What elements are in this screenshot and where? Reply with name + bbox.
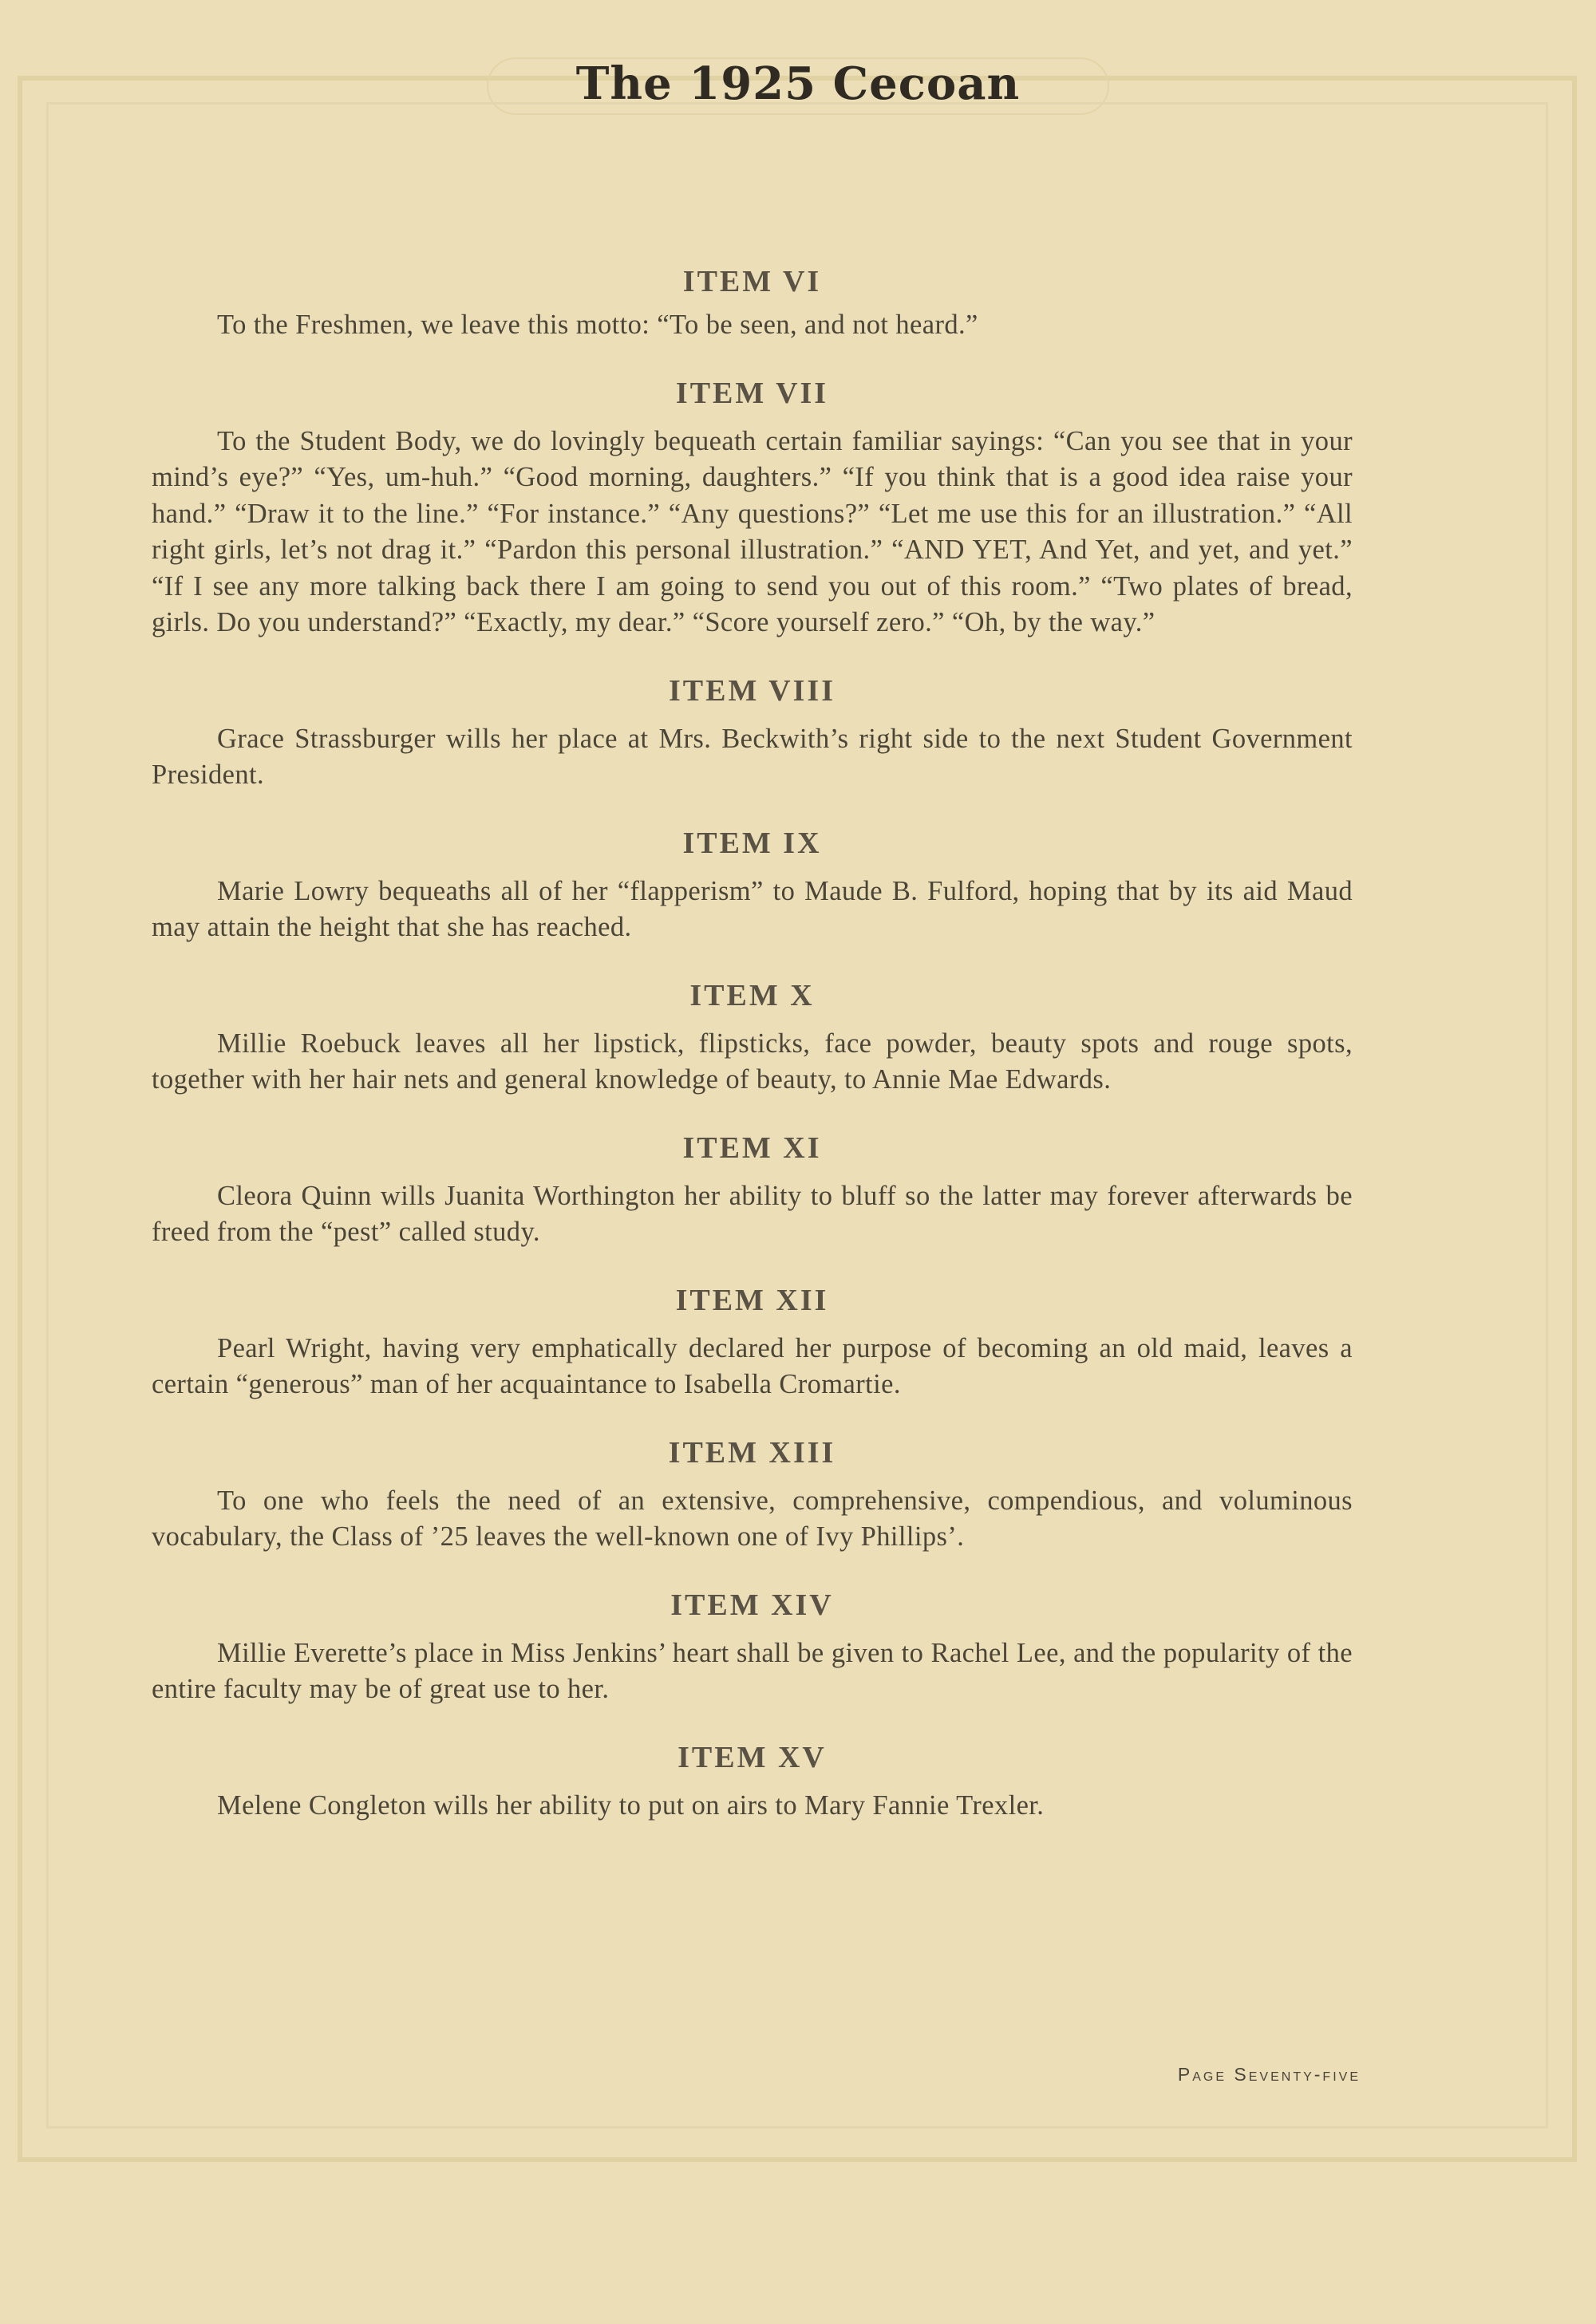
item-heading: ITEM XIV	[670, 1588, 834, 1622]
item-section	[152, 259, 1353, 344]
item-heading: ITEM XII	[675, 1283, 829, 1317]
item-text: Grace Strassburger wills her place at Mrs. Beckwith’s right side to the next Student Government President.	[152, 723, 1353, 790]
item-section	[152, 669, 1353, 794]
item-section	[152, 1583, 1353, 1708]
item-text: Marie Lowry bequeaths all of her “flapperism” to Maude B. Fulford, hoping that by its aid Maud may attain the height that she has reached.	[152, 875, 1353, 942]
item-text: Melene Congleton wills her ability to put on airs to Mary Fannie Trexler.	[217, 1789, 1045, 1821]
item-section	[152, 1278, 1353, 1403]
item-section	[152, 821, 1353, 946]
page-number: Page Seventy-five	[1177, 2064, 1361, 2085]
item-heading: ITEM XIII	[668, 1435, 836, 1470]
item-section	[152, 1430, 1353, 1556]
item-heading: ITEM VIII	[669, 673, 836, 708]
item-text: To the Freshmen, we leave this motto: “To be seen, and not heard.”	[217, 310, 978, 340]
item-section	[152, 973, 1353, 1099]
item-text: To the Student Body, we do lovingly bequeath certain familiar sayings: “Can you see that in your mind’s eye?” “Yes, um-huh.” “Good morning, daughters.” “If you think that is a good idea raise your hand.” “Draw it to the line.” “For instance.” “Any questions?” “Let me use this for an illustration.” “All right girls, let’s not drag it.” “Pardon this personal illustration.” “AND YET, And Yet, and yet, and yet.” “If I see any more talking back there I am going to send you out of this room.” “Two plates of bread, girls. Do you understand?” “Exactly, my dear.” “Score yourself zero.” “Oh, by the way.”	[152, 425, 1353, 637]
item-text: Cleora Quinn wills Juanita Worthington her ability to bluff so the latter may forever afterwards be freed from the “pest” called study.	[152, 1180, 1353, 1247]
item-heading: ITEM X	[689, 978, 815, 1012]
item-heading: ITEM XV	[678, 1740, 827, 1774]
item-text: Millie Everette’s place in Miss Jenkins’ heart shall be given to Rachel Lee, and the popularity of the entire faculty may be of great use to her.	[152, 1637, 1353, 1704]
item-section	[152, 1735, 1353, 1825]
item-heading: ITEM VI	[682, 265, 822, 298]
item-heading: ITEM XI	[682, 1130, 822, 1165]
item-text: Pearl Wright, having very emphatically declared her purpose of becoming an old maid, leaves a certain “generous” man of her acquaintance to Isabella Cromartie.	[152, 1332, 1353, 1399]
will-items	[152, 259, 1353, 1851]
item-heading: ITEM IX	[682, 826, 822, 860]
item-section	[152, 371, 1353, 641]
item-section	[152, 1126, 1353, 1251]
item-heading: ITEM VII	[675, 376, 829, 410]
item-text: Millie Roebuck leaves all her lipstick, flipsticks, face powder, beauty spots and rouge spots, together with her hair nets and general knowledge of beauty, to Annie Mae Edwards.	[152, 1028, 1353, 1095]
item-text: To one who feels the need of an extensive, comprehensive, compendious, and voluminous vocabulary, the Class of ’25 leaves the well-known one of Ivy Phillips’.	[152, 1485, 1353, 1552]
page-title: The 1925 Cecoan	[575, 57, 1021, 110]
